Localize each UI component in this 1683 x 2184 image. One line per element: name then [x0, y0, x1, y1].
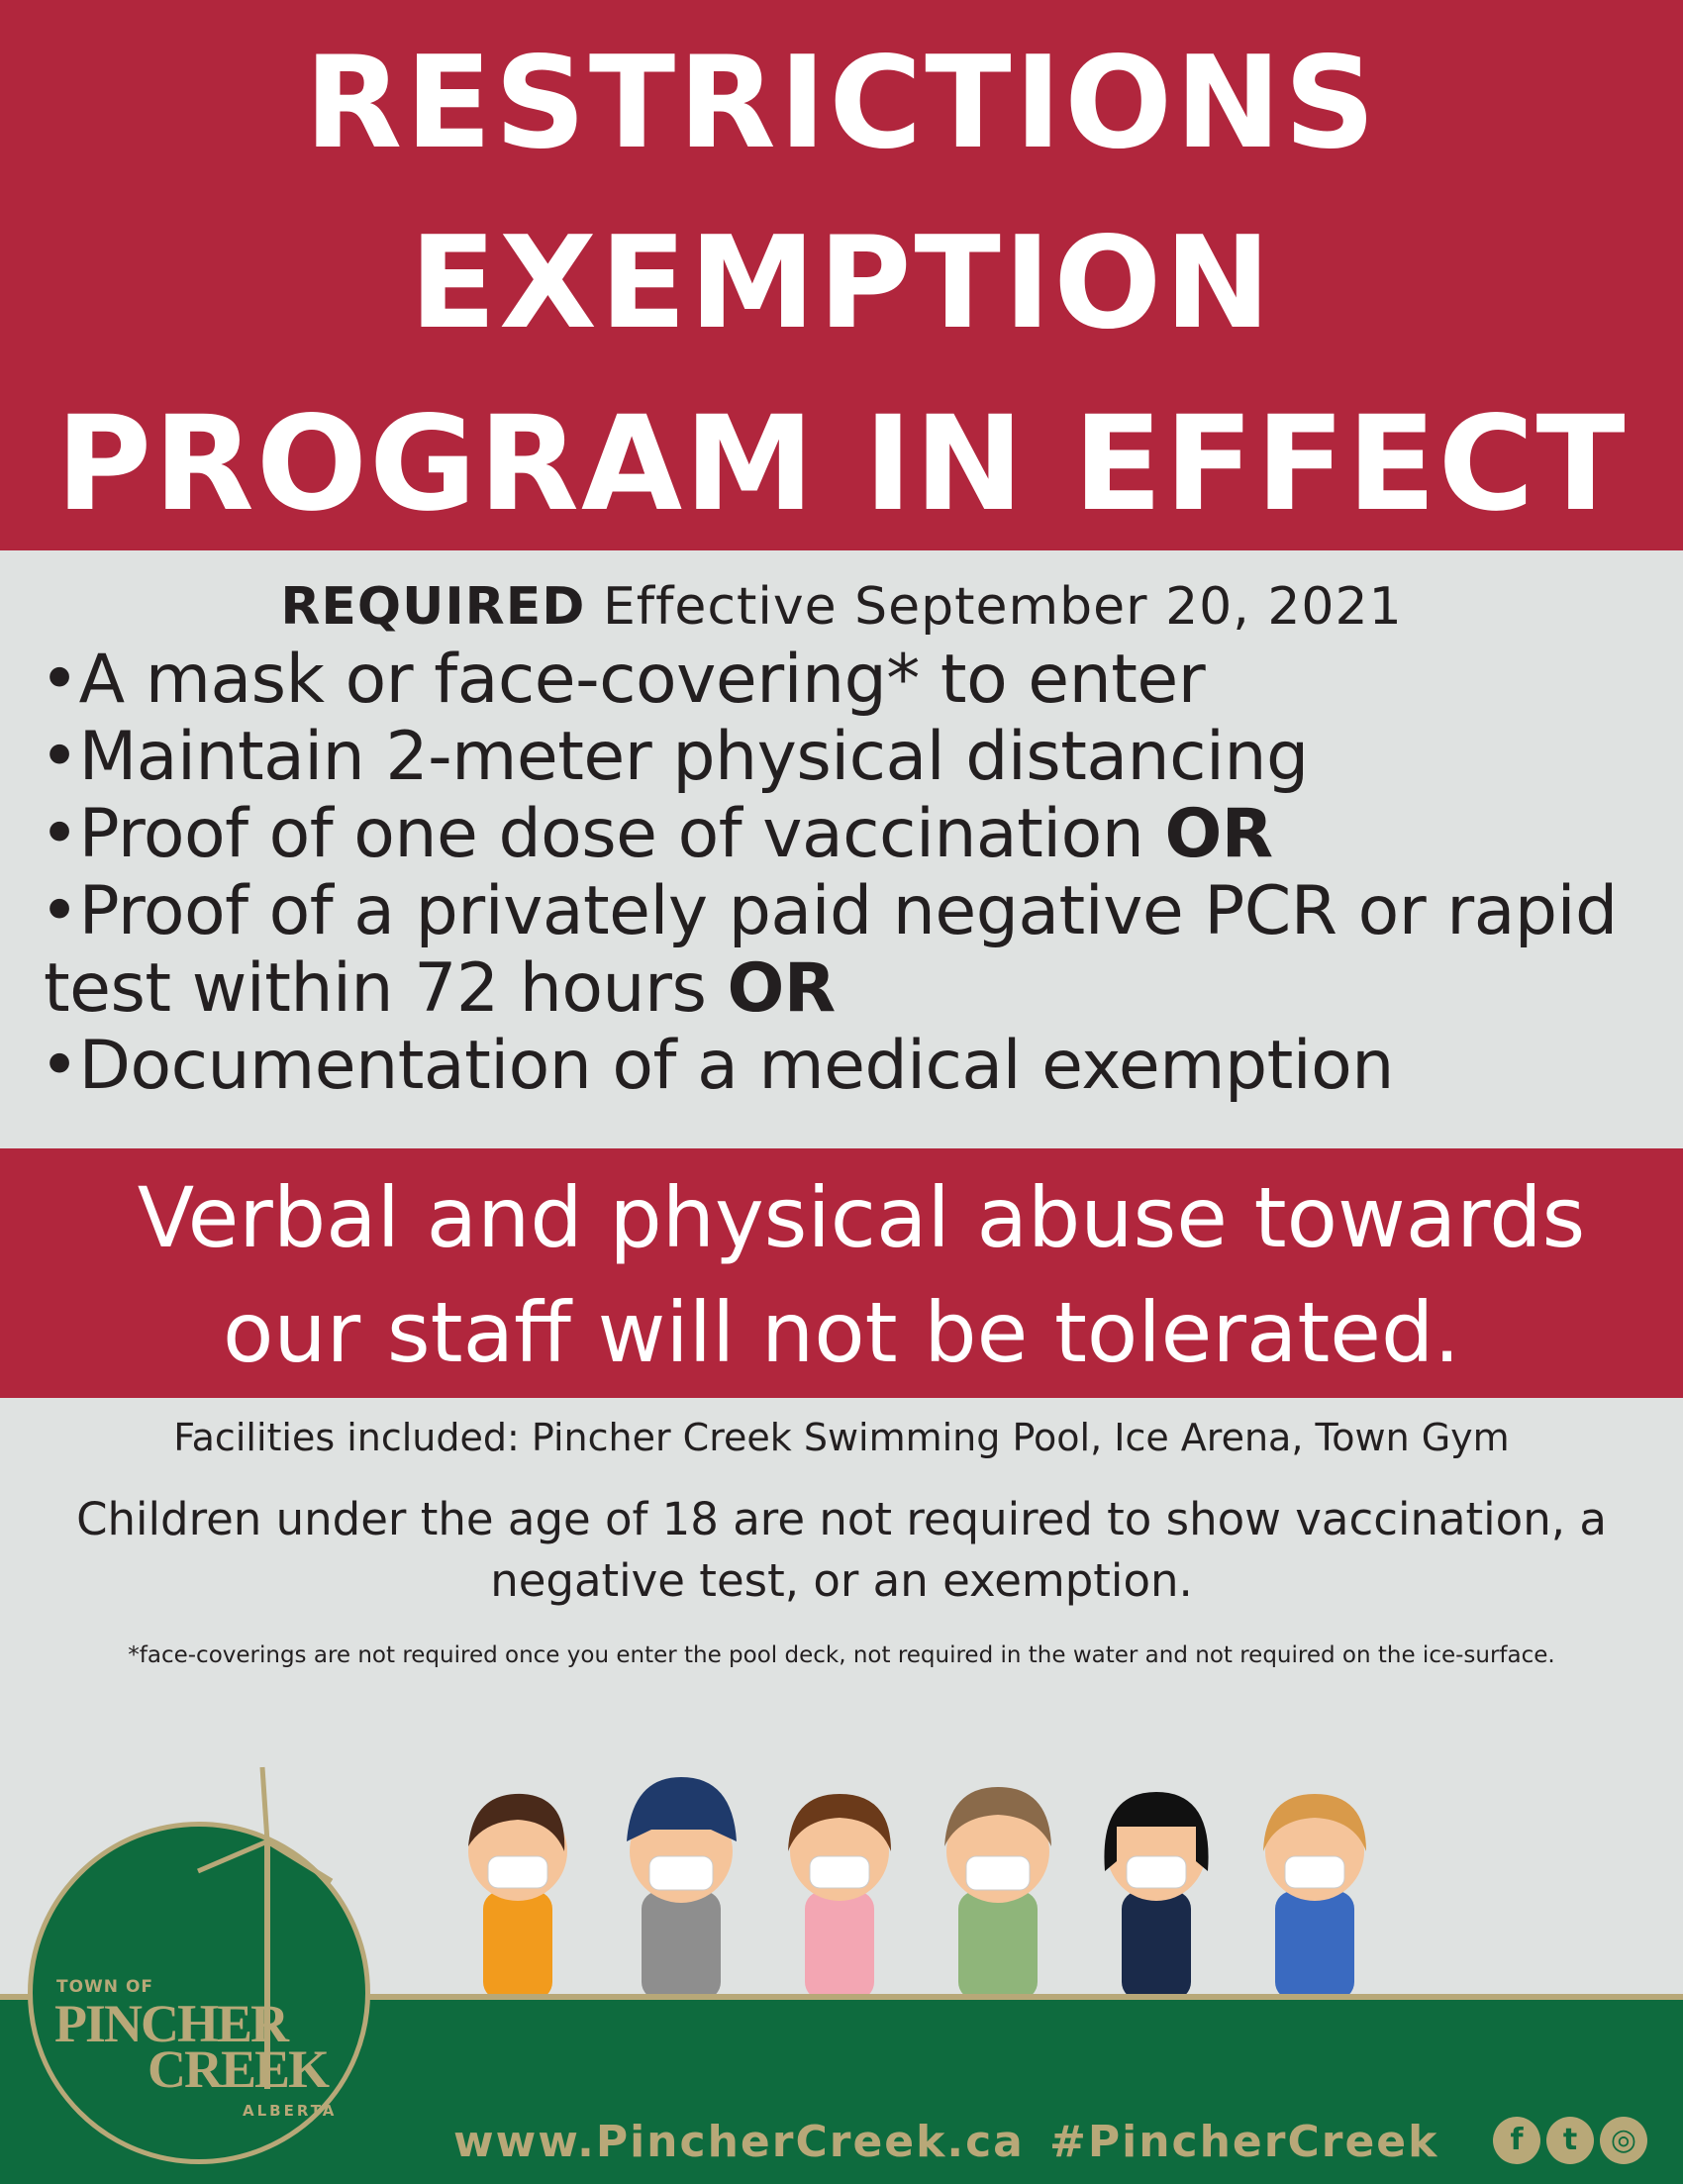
list-item	[40, 873, 1683, 950]
effective-line	[0, 572, 1683, 642]
item-text: •Proof of a privately paid negative PCR or rapid	[40, 872, 1618, 950]
abuse-line-2: our staff will not be tolerated.	[223, 1284, 1460, 1381]
list-item	[40, 1028, 1683, 1105]
item-text: •Maintain 2-meter physical distancing	[40, 718, 1309, 796]
requirements-section	[0, 550, 1683, 1148]
child-1	[468, 1794, 567, 2000]
required-label: REQUIRED	[280, 577, 586, 637]
facebook-icon[interactable]: f	[1493, 2117, 1540, 2164]
item-text: test within 72 hours	[44, 949, 707, 1028]
logo-town-of: TOWN OF	[56, 1977, 154, 1997]
child-3	[788, 1794, 891, 2000]
child-4	[944, 1787, 1051, 2000]
logo-pincher: PINCHER	[54, 1994, 288, 2053]
abuse-line-1: Verbal and physical abuse towards	[137, 1169, 1586, 1266]
or-label: OR	[1164, 795, 1273, 873]
website-link[interactable]: www.PincherCreek.ca	[453, 2117, 1025, 2167]
list-item	[40, 719, 1683, 796]
footnote: *face-coverings are not required once you enter the pool deck, not required in the water and not required on the ice-surface.	[128, 1642, 1555, 1668]
wind-turbine-icon	[139, 1762, 337, 2089]
logo-alberta: ALBERTA	[243, 2102, 338, 2120]
hashtag-text: #PincherCreek	[1049, 2117, 1439, 2167]
list-item	[40, 642, 1683, 719]
twitter-icon[interactable]: t	[1546, 2117, 1594, 2164]
instagram-icon[interactable]: ◎	[1600, 2117, 1647, 2164]
child-2	[627, 1777, 737, 2000]
child-5	[1104, 1792, 1208, 2000]
title-line-2: EXEMPTION	[409, 210, 1274, 357]
children-text	[0, 1489, 1683, 1612]
list-item	[40, 796, 1683, 873]
header-banner	[0, 0, 1683, 550]
item-text: •Documentation of a medical exemption	[40, 1027, 1394, 1105]
list-item	[40, 950, 1683, 1028]
item-text: •Proof of one dose of vaccination	[40, 795, 1144, 873]
requirements-list	[0, 642, 1683, 1105]
abuse-banner	[0, 1148, 1683, 1398]
or-label: OR	[727, 949, 836, 1028]
item-text: •A mask or face-covering* to enter	[40, 641, 1206, 719]
info-section	[0, 1398, 1683, 1673]
logo-creek: CREEK	[148, 2039, 329, 2099]
title-line-3: PROGRAM IN EFFECT	[55, 388, 1628, 541]
child-6	[1263, 1794, 1366, 2000]
masked-children-illustration	[444, 1752, 1414, 2000]
children-line-1: Children under the age of 18 are not required to show vaccination, a	[76, 1493, 1607, 1545]
title-line-1: RESTRICTIONS	[304, 30, 1379, 177]
facilities-text: Facilities included: Pincher Creek Swimming Pool, Ice Arena, Town Gym	[173, 1416, 1510, 1459]
effective-date: Effective September 20, 2021	[602, 577, 1403, 637]
children-line-2: negative test, or an exemption.	[490, 1554, 1193, 1607]
